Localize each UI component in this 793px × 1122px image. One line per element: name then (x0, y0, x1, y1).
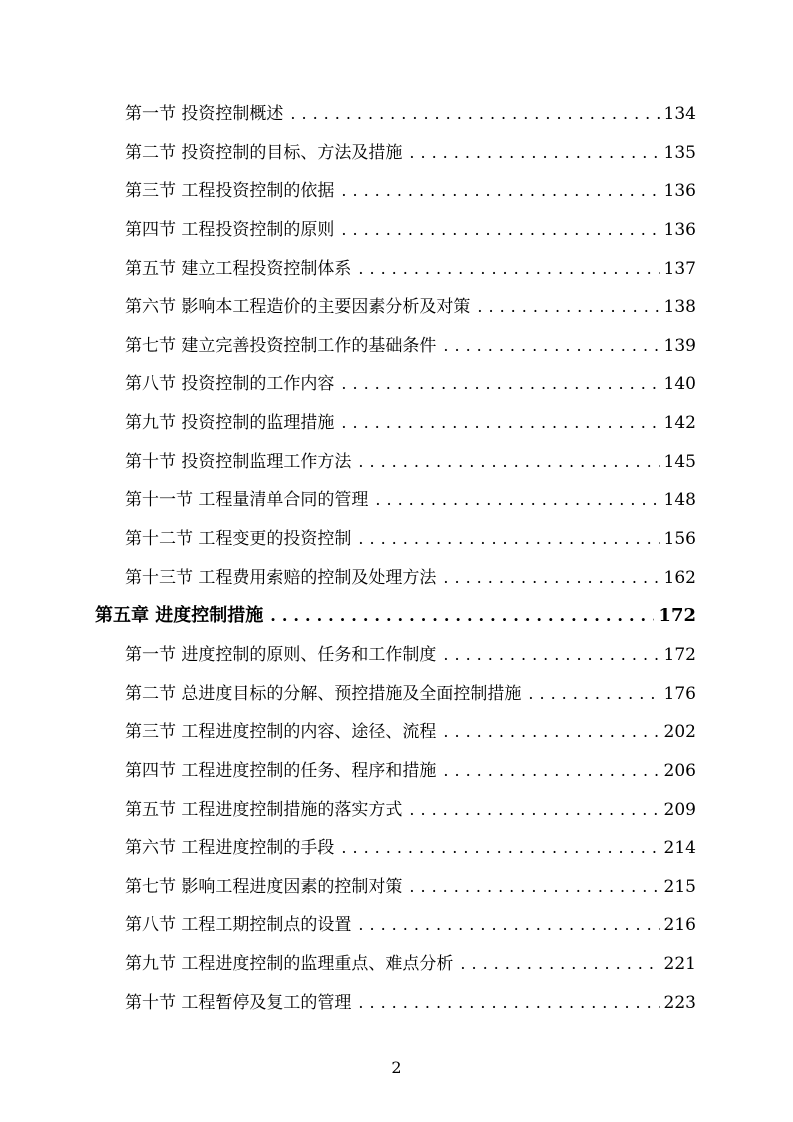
toc-entry-label: 第二节 总进度目标的分解、预控措施及全面控制措施 (125, 683, 522, 704)
toc-leader-dots (409, 791, 659, 830)
toc-entry-page: 135 (663, 142, 696, 163)
toc-entry-label: 第十三节 工程费用索赔的控制及处理方法 (125, 567, 437, 588)
toc-entry-label: 第七节 建立完善投资控制工作的基础条件 (125, 335, 437, 356)
toc-leader-dots (443, 713, 659, 752)
toc-entry-page: 156 (663, 529, 696, 550)
toc-leader-dots (341, 172, 659, 211)
toc-leader-dots (358, 250, 659, 289)
toc-entry-page: 209 (663, 799, 696, 820)
toc-leader-dots (358, 443, 659, 482)
table-of-contents (95, 95, 696, 1022)
toc-entry-section[interactable] (95, 404, 696, 443)
toc-leader-dots (270, 597, 654, 636)
toc-entry-page: 162 (663, 567, 696, 588)
toc-entry-label: 第十二节 工程变更的投资控制 (125, 529, 352, 550)
toc-entry-label: 第八节 投资控制的工作内容 (125, 374, 335, 395)
toc-entry-section[interactable] (95, 288, 696, 327)
toc-leader-dots (443, 327, 659, 366)
toc-entry-label: 第四节 工程投资控制的原则 (125, 219, 335, 240)
toc-entry-label: 第一节 进度控制的原则、任务和工作制度 (125, 644, 437, 665)
toc-entry-section[interactable] (95, 636, 696, 675)
toc-entry-page: 139 (663, 335, 696, 356)
toc-entry-label: 第十一节 工程量清单合同的管理 (125, 490, 369, 511)
toc-entry-label: 第九节 工程进度控制的监理重点、难点分析 (125, 954, 454, 975)
toc-entry-label: 第四节 工程进度控制的任务、程序和措施 (125, 760, 437, 781)
toc-entry-page: 202 (663, 722, 696, 743)
toc-entry-section[interactable] (95, 829, 696, 868)
toc-entry-page: 215 (663, 876, 696, 897)
toc-entry-label: 第八节 工程工期控制点的设置 (125, 915, 352, 936)
toc-entry-page: 138 (663, 297, 696, 318)
toc-entry-section[interactable] (95, 868, 696, 907)
toc-leader-dots (409, 868, 659, 907)
toc-entry-page: 206 (663, 760, 696, 781)
toc-entry-section[interactable] (95, 443, 696, 482)
page-footer (0, 1056, 793, 1080)
toc-entry-page: 176 (663, 683, 696, 704)
toc-entry-section[interactable] (95, 945, 696, 984)
toc-entry-section[interactable] (95, 172, 696, 211)
toc-leader-dots (358, 520, 659, 559)
toc-entry-section[interactable] (95, 713, 696, 752)
toc-leader-dots (443, 636, 659, 675)
toc-entry-label: 第六节 工程进度控制的手段 (125, 838, 335, 859)
toc-entry-label: 第十节 工程暂停及复工的管理 (125, 992, 352, 1013)
toc-entry-section[interactable] (95, 559, 696, 598)
toc-leader-dots (341, 365, 659, 404)
toc-entry-section[interactable] (95, 327, 696, 366)
toc-leader-dots (341, 829, 659, 868)
toc-entry-page: 136 (663, 219, 696, 240)
toc-leader-dots (443, 559, 659, 598)
toc-entry-label: 第三节 工程进度控制的内容、途径、流程 (125, 722, 437, 743)
toc-entry-page: 136 (663, 181, 696, 202)
toc-leader-dots (290, 95, 659, 134)
toc-entry-page: 172 (663, 644, 696, 665)
toc-entry-label: 第一节 投资控制概述 (125, 104, 284, 124)
toc-entry-label: 第五节 建立工程投资控制体系 (125, 258, 352, 279)
toc-entry-label: 第二节 投资控制的目标、方法及措施 (125, 142, 403, 163)
toc-entry-label: 第六节 影响本工程造价的主要因素分析及对策 (125, 297, 471, 318)
toc-entry-section[interactable] (95, 95, 696, 134)
toc-leader-dots (443, 752, 659, 791)
toc-entry-label: 第七节 影响工程进度因素的控制对策 (125, 876, 403, 897)
toc-entry-label: 第五节 工程进度控制措施的落实方式 (125, 799, 403, 820)
toc-entry-label: 第九节 投资控制的监理措施 (125, 413, 335, 434)
toc-entry-page: 134 (663, 104, 696, 124)
toc-entry-section[interactable] (95, 250, 696, 289)
toc-leader-dots (341, 211, 659, 250)
toc-leader-dots (409, 134, 659, 173)
toc-entry-page: 140 (663, 374, 696, 395)
page-number: 2 (391, 1058, 402, 1077)
toc-entry-section[interactable] (95, 481, 696, 520)
toc-entry-page: 223 (663, 992, 696, 1013)
toc-entry-section[interactable] (95, 134, 696, 173)
toc-entry-page: 221 (663, 954, 696, 975)
toc-entry-section[interactable] (95, 675, 696, 714)
toc-entry-label: 第五章 进度控制措施 (95, 605, 264, 627)
toc-leader-dots (358, 984, 659, 1023)
toc-entry-page: 172 (658, 605, 696, 627)
toc-entry-label: 第十节 投资控制监理工作方法 (125, 451, 352, 472)
toc-entry-page: 148 (663, 490, 696, 511)
toc-entry-section[interactable] (95, 791, 696, 830)
toc-entry-chapter[interactable] (95, 597, 696, 636)
toc-entry-section[interactable] (95, 984, 696, 1023)
toc-entry-page: 142 (663, 413, 696, 434)
toc-entry-section[interactable] (95, 365, 696, 404)
toc-leader-dots (358, 906, 659, 945)
toc-entry-section[interactable] (95, 520, 696, 559)
toc-leader-dots (528, 675, 659, 714)
toc-leader-dots (375, 481, 659, 520)
toc-entry-page: 145 (663, 451, 696, 472)
toc-entry-page: 214 (663, 838, 696, 859)
toc-entry-section[interactable] (95, 906, 696, 945)
toc-leader-dots (477, 288, 659, 327)
toc-entry-page: 216 (663, 915, 696, 936)
toc-leader-dots (341, 404, 659, 443)
toc-leader-dots (460, 945, 659, 984)
toc-entry-section[interactable] (95, 752, 696, 791)
toc-entry-page: 137 (663, 258, 696, 279)
toc-entry-section[interactable] (95, 211, 696, 250)
toc-entry-label: 第三节 工程投资控制的依据 (125, 181, 335, 202)
